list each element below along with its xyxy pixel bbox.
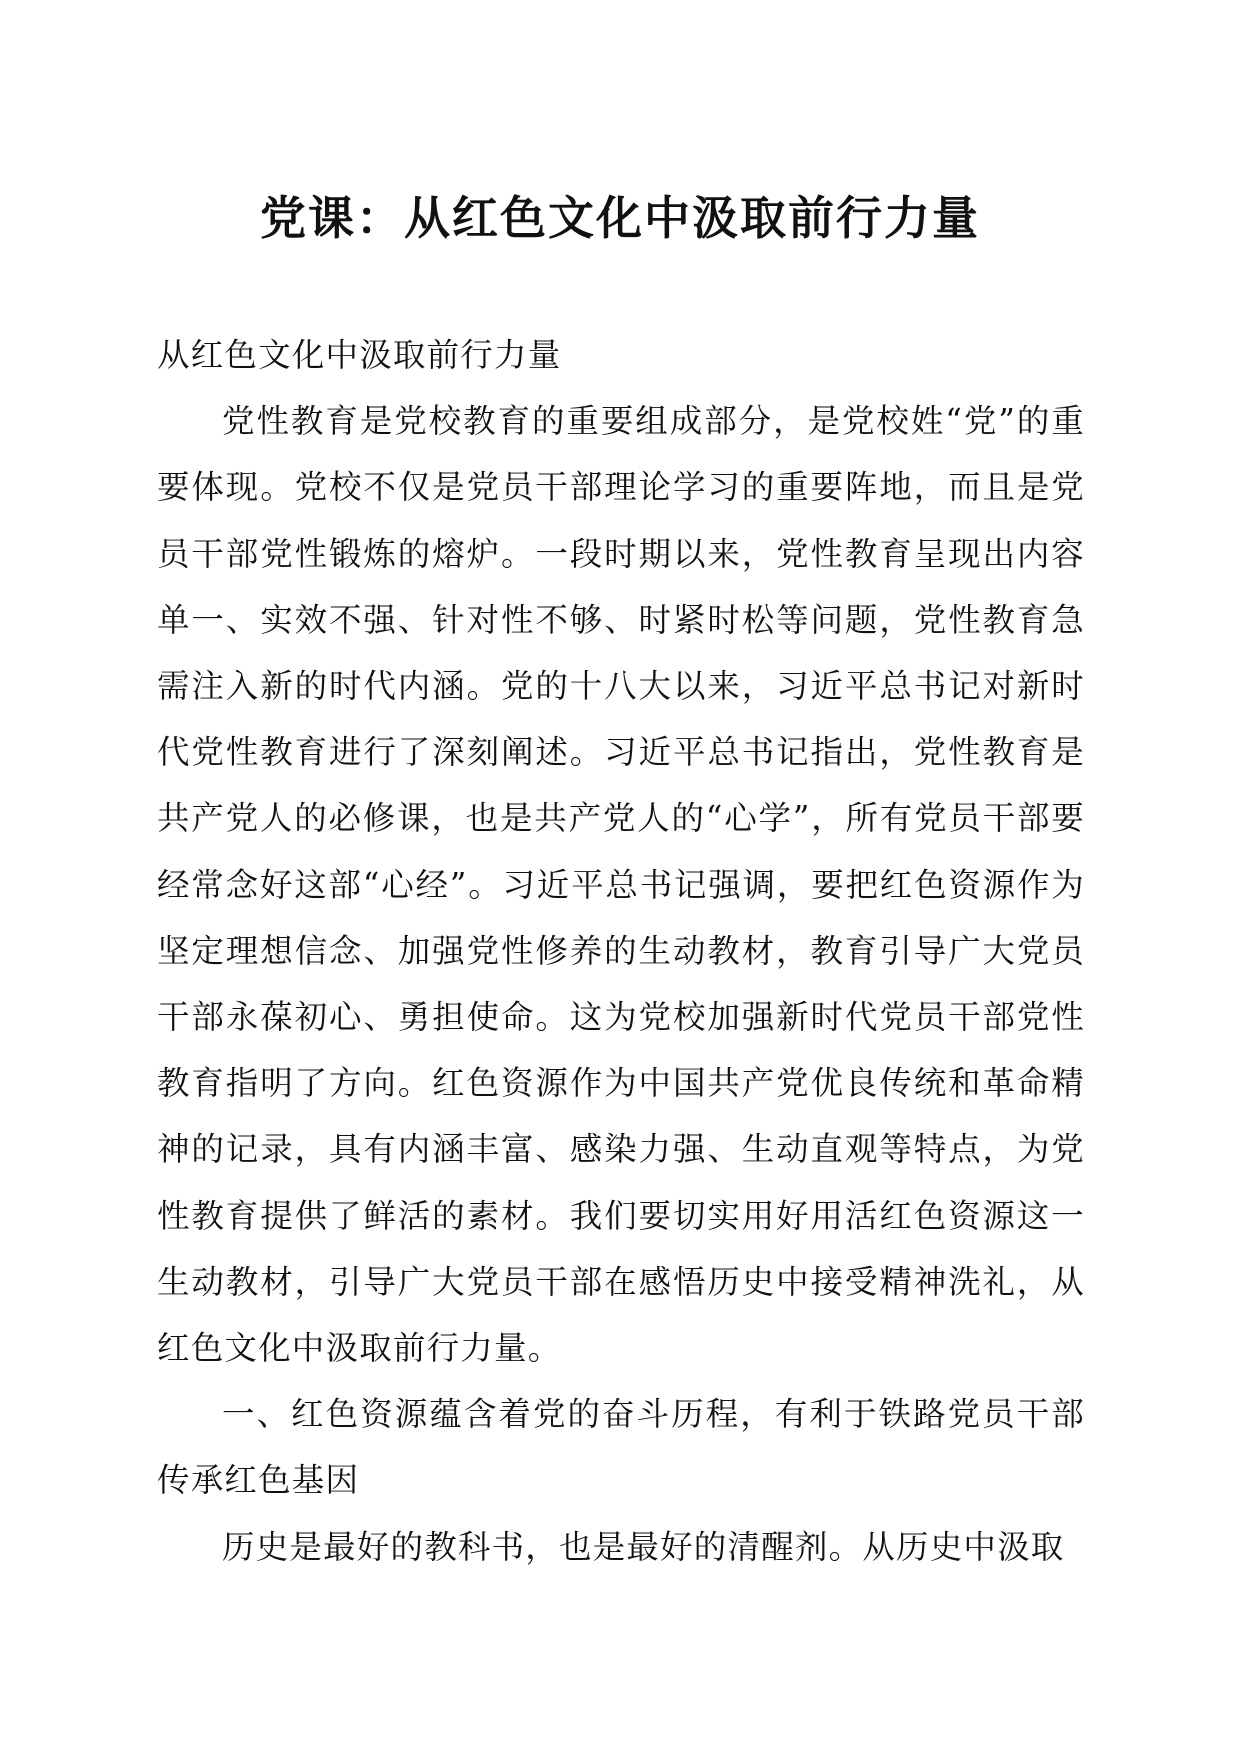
section-heading-1: 一、红色资源蕴含着党的奋斗历程，有利于铁路党员干部传承红色基因 <box>157 1395 1085 1500</box>
paragraph-intro: 党性教育是党校教育的重要组成部分，是党校姓“党”的重要体现。党校不仅是党员干部理论学习的重要阵地，而且是党员干部党性锻炼的熔炉。一段时期以来，党性教育呈现出内容单一、实效不强、针对性不够、时紧时松等问题，党性教育急需注入新的时代内涵。党的十八大以来，习近平总书记对新时代党性教育进行了深刻阐述。习近平总书记指出，党性教育是共产党人的必修课，也是共产党人的“心学”，所有党员干部要经常念好这部“心经”。习近平总书记强调，要把红色资源作为坚定理想信念、加强党性修养的生动教材，教育引导广大党员干部永葆初心、勇担使命。这为党校加强新时代党员干部党性教育指明了方向。红色资源作为中国共产党优良传统和革命精神的记录，具有内涵丰富、感染力强、生动直观等特点，为党性教育提供了鲜活的素材。我们要切实用好用活红色资源这一生动教材，引导广大党员干部在感悟历史中接受精神洗礼，从红色文化中汲取前行力量。 <box>157 402 1085 1368</box>
document-title: 党课：从红色文化中汲取前行力量 <box>260 191 980 245</box>
paragraph-section-1: 历史是最好的教科书，也是最好的清醒剂。从历史中汲取 <box>222 1527 1065 1566</box>
document-subtitle: 从红色文化中汲取前行力量 <box>157 336 562 374</box>
document-body <box>157 322 1085 1580</box>
